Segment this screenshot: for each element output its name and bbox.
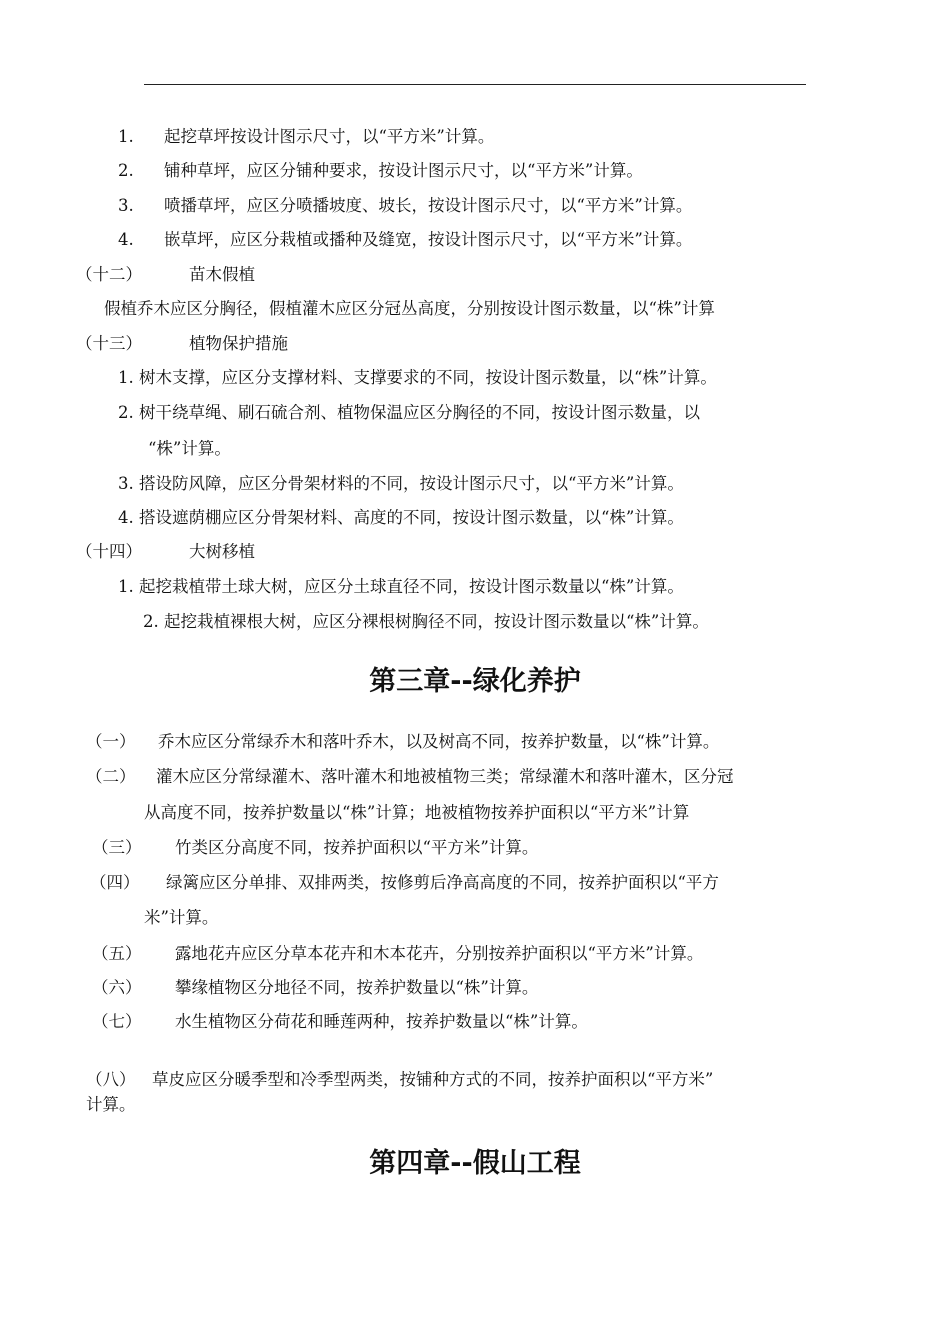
list-item: 2. 树干绕草绳、刷石硫合剂、植物保温应区分胸径的不同，按设计图示数量，以 — [118, 403, 700, 422]
section-number: （十三） — [76, 334, 142, 353]
section-heading — [76, 333, 288, 355]
item-text: 竹类区分高度不同，按养护面积以“平方米”计算。 — [175, 838, 539, 857]
list-item — [92, 1011, 588, 1033]
list-item — [86, 766, 734, 788]
list-item-continuation: 计算。 — [86, 1095, 136, 1114]
list-item — [86, 731, 719, 753]
item-number: （一） — [86, 732, 136, 751]
list-item — [92, 943, 703, 965]
list-item: 4. 搭设遮荫棚应区分骨架材料、高度的不同，按设计图示数量，以“株”计算。 — [118, 508, 684, 527]
list-item — [118, 195, 692, 217]
item-text: 攀缘植物区分地径不同，按养护数量以“株”计算。 — [175, 978, 539, 997]
list-item — [118, 229, 692, 251]
section-heading — [76, 541, 255, 563]
item-number: （三） — [92, 838, 142, 857]
list-item — [92, 837, 538, 859]
item-text: 露地花卉应区分草本花卉和木本花卉，分别按养护面积以“平方米”计算。 — [175, 944, 704, 963]
item-text: 起挖草坪按设计图示尺寸，以“平方米”计算。 — [164, 127, 495, 146]
item-number: 3. — [118, 196, 134, 215]
item-text: 绿篱应区分单排、双排两类，按修剪后净高高度的不同，按养护面积以“平方 — [166, 873, 719, 892]
chapter-title: 第四章--假山工程 — [369, 1148, 581, 1179]
header-rule — [144, 84, 806, 85]
item-text: 铺种草坪，应区分铺种要求，按设计图示尺寸，以“平方米”计算。 — [164, 161, 643, 180]
list-item — [86, 1069, 713, 1091]
section-title: 植物保护措施 — [189, 334, 288, 353]
list-item-continuation: 米”计算。 — [144, 908, 219, 927]
item-text: 喷播草坪，应区分喷播坡度、坡长，按设计图示尺寸，以“平方米”计算。 — [164, 196, 693, 215]
item-number: （七） — [92, 1012, 142, 1031]
item-number: （五） — [92, 944, 142, 963]
item-number: （八） — [86, 1070, 136, 1089]
list-item: 1. 起挖栽植带土球大树，应区分土球直径不同，按设计图示数量以“株”计算。 — [118, 577, 684, 596]
item-number: 4. — [118, 230, 134, 249]
section-number: （十四） — [76, 542, 142, 561]
list-item-continuation: “株”计算。 — [148, 439, 231, 458]
list-item: 2. 起挖栽植裸根大树，应区分裸根树胸径不同，按设计图示数量以“株”计算。 — [143, 612, 709, 631]
list-item — [90, 872, 719, 894]
item-text: 灌木应区分常绿灌木、落叶灌木和地被植物三类；常绿灌木和落叶灌木，区分冠 — [156, 767, 734, 786]
section-title: 苗木假植 — [189, 265, 255, 284]
item-text: 乔木应区分常绿乔木和落叶乔木，以及树高不同，按养护数量，以“株”计算。 — [158, 732, 720, 751]
section-heading — [76, 264, 255, 286]
item-number: （六） — [92, 978, 142, 997]
item-number: （四） — [90, 873, 140, 892]
list-item-continuation: 从高度不同，按养护数量以“株”计算；地被植物按养护面积以“平方米”计算 — [144, 803, 690, 822]
section-title: 大树移植 — [189, 542, 255, 561]
item-number: （二） — [86, 767, 136, 786]
item-text: 草皮应区分暖季型和冷季型两类，按铺种方式的不同，按养护面积以“平方米” — [152, 1070, 714, 1089]
chapter-title: 第三章--绿化养护 — [369, 666, 581, 697]
list-item — [92, 977, 538, 999]
list-item: 3. 搭设防风障，应区分骨架材料的不同，按设计图示尺寸，以“平方米”计算。 — [118, 474, 684, 493]
item-text: 嵌草坪，应区分栽植或播种及缝宽，按设计图示尺寸，以“平方米”计算。 — [164, 230, 693, 249]
list-item: 1. 树木支撑，应区分支撑材料、支撑要求的不同，按设计图示数量，以“株”计算。 — [118, 368, 717, 387]
item-text: 水生植物区分荷花和睡莲两种，按养护数量以“株”计算。 — [175, 1012, 588, 1031]
item-number: 1. — [118, 127, 134, 146]
paragraph: 假植乔木应区分胸径，假植灌木应区分冠丛高度，分别按设计图示数量，以“株”计算 — [104, 299, 715, 318]
list-item — [118, 160, 643, 182]
item-number: 2. — [118, 161, 134, 180]
list-item — [118, 126, 494, 148]
section-number: （十二） — [76, 265, 142, 284]
